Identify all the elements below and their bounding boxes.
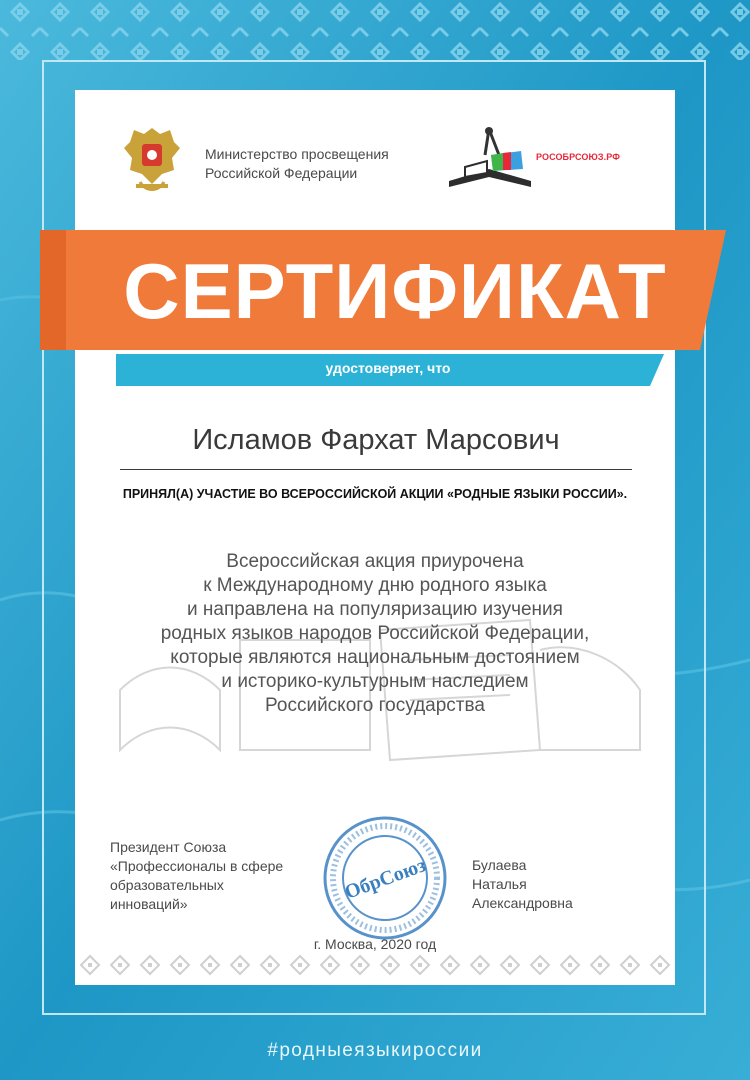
description: [90, 550, 660, 718]
description-line: к Международному дню родного языка: [203, 575, 547, 596]
president-line: «Профессионалы в сфере: [110, 858, 284, 874]
certificate-subtitle: удостоверяет, что: [325, 360, 451, 376]
ministry-line-2: Российской Федерации: [205, 165, 358, 181]
president-line: Президент Союза: [110, 839, 227, 855]
recipient-name: Исламов Фархат Марсович: [192, 424, 560, 456]
description-line: которые являются национальным достоянием: [170, 647, 580, 668]
ministry-line-1: Министерство просвещения: [205, 146, 389, 162]
city-year: г. Москва, 2020 год: [313, 936, 437, 952]
signer-line: Александровна: [472, 895, 573, 911]
hashtag: #родныеязыкироссии: [267, 1040, 483, 1061]
certificate-title: СЕРТИФИКАТ: [123, 247, 667, 335]
description-line: и направлена на популяризацию изучения: [187, 599, 563, 620]
description-line: и историко-культурным наследием: [221, 671, 529, 692]
stamp-text: ОбрСоюз: [341, 854, 429, 904]
signer-line: Наталья: [472, 876, 527, 892]
description-line: Всероссийская акция приурочена: [226, 551, 524, 572]
president-title: [110, 838, 283, 914]
participation-statement: ПРИНЯЛ(А) УЧАСТИЕ ВО ВСЕРОССИЙСКОЙ АКЦИИ «РОДНЫЕ ЯЗЫКИ РОССИИ».: [122, 487, 628, 501]
round-stamp-icon: [320, 813, 450, 943]
name-underline: [120, 469, 632, 470]
signer-name: [472, 856, 573, 913]
description-line: Российского государства: [265, 695, 485, 716]
president-line: инноваций»: [110, 896, 188, 912]
bottom-ornament: [75, 952, 675, 982]
president-line: образовательных: [110, 877, 224, 893]
partner-logo-text: РОСОБРСОЮЗ.РФ: [536, 152, 620, 162]
description-line: родных языков народов Российской Федерации,: [160, 623, 590, 644]
signer-line: Булаева: [472, 857, 527, 873]
